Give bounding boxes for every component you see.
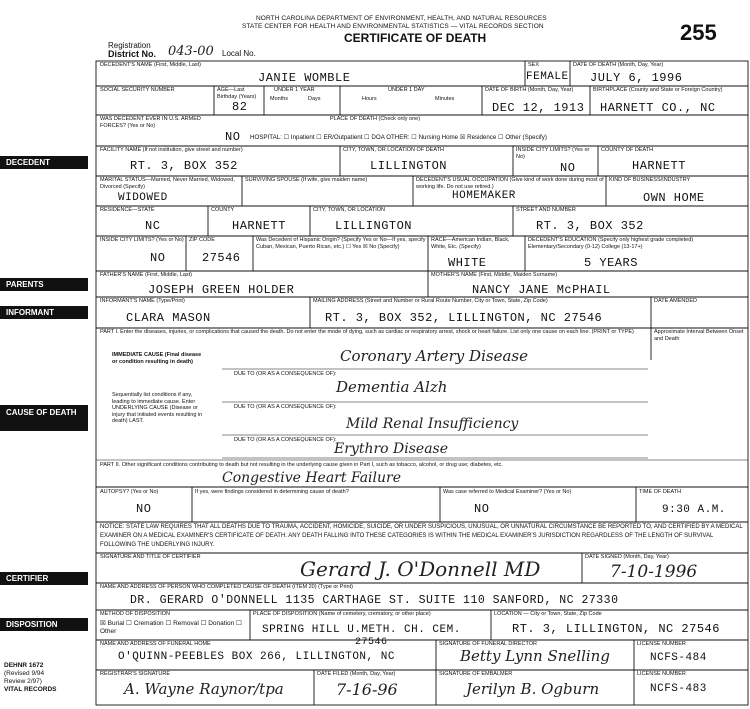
business-label: KIND OF BUSINESS/INDUSTRY: [609, 177, 691, 183]
father-label: FATHER'S NAME (First, Middle, Last): [100, 272, 193, 278]
method-label: METHOD OF DISPOSITION: [100, 611, 170, 617]
embalmer-signature: Jerilyn B. Ogburn: [466, 680, 600, 698]
business-value: OWN HOME: [643, 191, 705, 205]
birthplace-label: BIRTHPLACE (County and State or Foreign Country): [593, 87, 723, 93]
zip-value: 27546: [202, 251, 241, 265]
certifier-name-address: DR. GERARD O'DONNELL 1135 CARTHAGE ST. SUITE 110 SANFORD, NC 27330: [130, 594, 619, 607]
decedent-name: JANIE WOMBLE: [258, 71, 351, 85]
street-label: STREET AND NUMBER: [516, 207, 576, 213]
location-label: LOCATION — City or Town, State, Zip Code: [494, 611, 602, 617]
mother-label: MOTHER'S NAME (First, Middle, Maiden Surname): [431, 272, 558, 278]
armed-forces-value: NO: [225, 130, 241, 144]
district-label: District No.: [108, 49, 157, 59]
county-of-death: HARNETT: [632, 159, 686, 173]
certificate-title: CERTIFICATE OF DEATH: [344, 31, 487, 45]
part1-label: PART I. Enter the diseases, injuries, or complications that caused the death. Do not enter the mode of dying, such as cardiac or respiratory arrest, shock or heart failure. List only one cause on each line. (PRINT or TYPE): [100, 329, 634, 335]
form-review: Review 2/97): [4, 678, 42, 685]
city-of-death-label: CITY, TOWN, OR LOCATION OF DEATH: [343, 147, 444, 153]
place-of-death-options: HOSPITAL: ☐ Inpatient ☐ ER/Outpatient ☐ DOA OTHER: ☐ Nursing Home ☒ Residence ☐ Other (Specify): [250, 134, 547, 141]
findings-label: If yes, were findings considered in determining cause of death?: [195, 489, 349, 495]
dob-value: DEC 12, 1913: [492, 101, 585, 115]
under-1-year-label: UNDER 1 YEAR: [274, 87, 315, 93]
certifier-signature-label: SIGNATURE AND TITLE OF CERTIFIER: [100, 554, 201, 560]
immediate-cause-label: IMMEDIATE CAUSE (Final disease or condition resulting in death): [112, 352, 202, 365]
director-signature: Betty Lynn Snelling: [460, 647, 610, 665]
occupation-value: HOMEMAKER: [452, 190, 516, 202]
city-of-death: LILLINGTON: [370, 159, 448, 173]
education-value: 5 YEARS: [584, 256, 638, 270]
license-2-value: NCFS-483: [650, 683, 707, 695]
autopsy-label: AUTOPSY? (Yes or No): [100, 489, 159, 495]
res-county-label: COUNTY: [211, 207, 235, 213]
district-value: 043-00: [168, 44, 214, 59]
informant-address-label: MAILING ADDRESS (Street and Number or Rural Route Number, City or Town, State, Zip Code): [313, 298, 548, 304]
education-label: DECEDENT'S EDUCATION (Specify only highest grade completed) Elementary/Secondary (0-12) College (13-17+): [528, 237, 694, 250]
place-disposition-label: PLACE OF DISPOSITION (Name of cemetery, crematory, or other place): [253, 611, 431, 617]
director-signature-label: SIGNATURE OF FUNERAL DIRECTOR: [439, 641, 537, 647]
section-parents: PARENTS: [0, 278, 88, 291]
informant-name: CLARA MASON: [126, 311, 211, 325]
location-value: RT. 3, LILLINGTON, NC 27546: [512, 622, 720, 636]
decedent-name-label: DECEDENT'S NAME (First, Middle, Last): [100, 62, 201, 68]
res-inside-value: NO: [150, 251, 166, 265]
res-inside-label: INSIDE CITY LIMITS? (Yes or No): [100, 237, 184, 243]
months-label: Months: [270, 96, 289, 102]
county-of-death-label: COUNTY OF DEATH: [601, 147, 654, 153]
autopsy-value: NO: [136, 502, 152, 516]
days-label: Days: [308, 96, 321, 102]
cause-b: Dementia Alzh: [336, 378, 448, 396]
date-filed-label: DATE FILED (Month, Day, Year): [317, 671, 396, 677]
medical-examiner-label: Was case referred to Medical Examiner? (Yes or No): [443, 489, 572, 495]
inside-limits-value: NO: [560, 161, 576, 175]
section-cause-of-death: CAUSE OF DEATH: [0, 405, 88, 431]
funeral-home-value: O'QUINN-PEEBLES BOX 266, LILLINGTON, NC: [118, 651, 395, 663]
place-of-death-label: PLACE OF DEATH (Check only one): [330, 116, 421, 122]
date-signed-label: DATE SIGNED (Month, Day, Year): [585, 554, 669, 560]
cause-c: Mild Renal Insufficiency: [346, 416, 519, 432]
res-city-value: LILLINGTON: [335, 219, 413, 233]
sex-value: FEMALE: [526, 71, 569, 83]
res-state-value: NC: [145, 219, 161, 233]
form-number: DEHNR 1672: [4, 662, 44, 669]
place-disposition: SPRING HILL U.METH. CH. CEM.: [262, 624, 461, 636]
cause-a: Coronary Artery Disease: [340, 347, 528, 365]
date-of-death-label: DATE OF DEATH (Month, Day, Year): [573, 62, 664, 68]
form-revised: (Revised 9/94: [4, 670, 45, 677]
age-value: 82: [232, 100, 248, 114]
race-value: WHITE: [448, 256, 487, 270]
date-filed: 7-16-96: [336, 680, 398, 699]
dob-label: DATE OF BIRTH (Month, Day, Year): [485, 87, 574, 93]
section-certifier: CERTIFIER: [0, 572, 88, 585]
due-to-label-2: DUE TO (OR AS A CONSEQUENCE OF):: [234, 404, 337, 410]
father-name: JOSEPH GREEN HOLDER: [148, 283, 295, 297]
inside-limits-label: INSIDE CITY LIMITS? (Yes or No): [516, 147, 590, 160]
funeral-zip: 27546: [355, 637, 388, 648]
section-decedent: DECEDENT: [0, 156, 88, 169]
res-county-value: HARNETT: [232, 219, 286, 233]
certifier-name-address-label: NAME AND ADDRESS OF PERSON WHO COMPLETED CAUSE OF DEATH (ITEM 20) (Type or Print): [100, 584, 353, 590]
birthplace-value: HARNETT CO., NC: [600, 101, 716, 115]
license-1-value: NCFS-484: [650, 652, 707, 664]
part2-value: Congestive Heart Failure: [222, 470, 402, 486]
registration-label: Registration: [108, 41, 151, 50]
res-city-label: CITY, TOWN, OR LOCATION: [313, 207, 386, 213]
marital-label: MARITAL STATUS—Married, Never Married, Widowed, Divorced (Specify): [100, 177, 235, 190]
sex-label: SEX: [528, 62, 540, 68]
registrar-signature: A. Wayne Raynor/tpa: [124, 680, 284, 698]
time-of-death-label: TIME OF DEATH: [639, 489, 682, 495]
agency-line-2: STATE CENTER FOR HEALTH AND ENVIRONMENTAL STATISTICS — VITAL RECORDS SECTION: [242, 23, 544, 30]
license-1-label: LICENSE NUMBER: [637, 641, 686, 647]
facility-label: FACILITY NAME (If not institution, give street and number): [100, 147, 243, 153]
age-label: AGE—Last Birthday (Years): [217, 87, 257, 100]
marital-value: WIDOWED: [118, 192, 168, 204]
sequential-label: Sequentially list conditions if any, leading to immediate cause. Enter UNDERLYING CAUSE (Disease or injury that initiated events resulting in death) LAST.: [112, 392, 203, 424]
embalmer-label: SIGNATURE OF EMBALMER: [439, 671, 513, 677]
armed-forces-label: WAS DECEDENT EVER IN U.S. ARMED FORCES? (Yes or No): [100, 116, 201, 129]
section-disposition: DISPOSITION: [0, 618, 88, 631]
license-2-label: LICENSE NUMBER: [637, 671, 686, 677]
occupation-label: DECEDENT'S USUAL OCCUPATION (Give kind of work done during most of working life. Do not use retired.): [416, 177, 604, 190]
facility-value: RT. 3, BOX 352: [130, 159, 238, 173]
informant-name-label: INFORMANT'S NAME (Type/Print): [100, 298, 185, 304]
date-signed: 7-10-1996: [610, 562, 698, 582]
hispanic-label: Was Decedent of Hispanic Origin? (Specify Yes or No—If yes, specify Cuban, Mexican, Puerto Rican, etc.) ☐ Yes ☒ No (Specify): [256, 237, 426, 250]
minutes-label: Minutes: [435, 96, 455, 102]
legal-notice: NOTICE: STATE LAW REQUIRES THAT ALL DEATHS DUE TO TRAUMA, ACCIDENT, HOMICIDE, SUICIDE, OR UNDER SUSPICIOUS, UNUSUAL, OR UNNATURAL CIRCUMSTANCE BE REPORTED TO, AND CERTIFIED BY A MEDICAL EXAMINER ON A MEDICAL EXAMINER'S CERTIFICATE OF DEATH. ANY DEATH FALLING INTO THESE CATEGORIES IS WITHIN THE MEDICAL EXAMINER'S JURISDICTION REGARDLESS OF THE LENGTH OF SURVIVAL FOLLOWING THE UNDERLYING INJURY.: [100, 524, 743, 548]
vital-records-label: VITAL RECORDS: [4, 686, 57, 693]
local-no-label: Local No.: [222, 49, 256, 58]
spouse-label: SURVIVING SPOUSE (If wife, give maiden name): [245, 177, 368, 183]
medical-examiner-value: NO: [474, 502, 490, 516]
informant-address: RT. 3, BOX 352, LILLINGTON, NC 27546: [325, 311, 603, 325]
certificate-number: 255: [680, 20, 717, 45]
race-label: RACE—American Indian, Black, White, Etc. (Specify): [431, 237, 510, 250]
agency-line-1: NORTH CAROLINA DEPARTMENT OF ENVIRONMENT, HEALTH, AND NATURAL RESOURCES: [256, 15, 547, 22]
due-to-label-3: DUE TO (OR AS A CONSEQUENCE OF):: [234, 437, 337, 443]
certifier-signature: Gerard J. O'Donnell MD: [300, 557, 541, 581]
cause-d: Erythro Disease: [334, 441, 449, 457]
street-value: RT. 3, BOX 352: [536, 219, 644, 233]
method-options: ☒ Burial ☐ Cremation ☐ Removal ☐ Donation ☐ Other: [100, 620, 242, 635]
date-amended-label: DATE AMENDED: [654, 298, 697, 304]
interval-label: Approximate Interval Between Onset and Death: [654, 329, 744, 342]
hours-label: Hours: [362, 96, 377, 102]
registrar-label: REGISTRAR'S SIGNATURE: [100, 671, 171, 677]
time-of-death: 9:30 A.M.: [662, 504, 726, 516]
due-to-label-1: DUE TO (OR AS A CONSEQUENCE OF):: [234, 371, 337, 377]
under-1-day-label: UNDER 1 DAY: [388, 87, 425, 93]
zip-label: ZIP CODE: [189, 237, 215, 243]
section-informant: INFORMANT: [0, 306, 88, 319]
ssn-label: SOCIAL SECURITY NUMBER: [100, 87, 175, 93]
res-state-label: RESIDENCE—STATE: [100, 207, 155, 213]
part2-label: PART II. Other significant conditions contributing to death but not resulting in the underlying cause given in Part I, such as tobacco, alcohol, or drug use; diabetes, etc.: [100, 462, 503, 468]
date-of-death: JULY 6, 1996: [590, 71, 683, 85]
mother-name: NANCY JANE McPHAIL: [472, 283, 611, 297]
funeral-home-label: NAME AND ADDRESS OF FUNERAL HOME: [100, 641, 211, 647]
